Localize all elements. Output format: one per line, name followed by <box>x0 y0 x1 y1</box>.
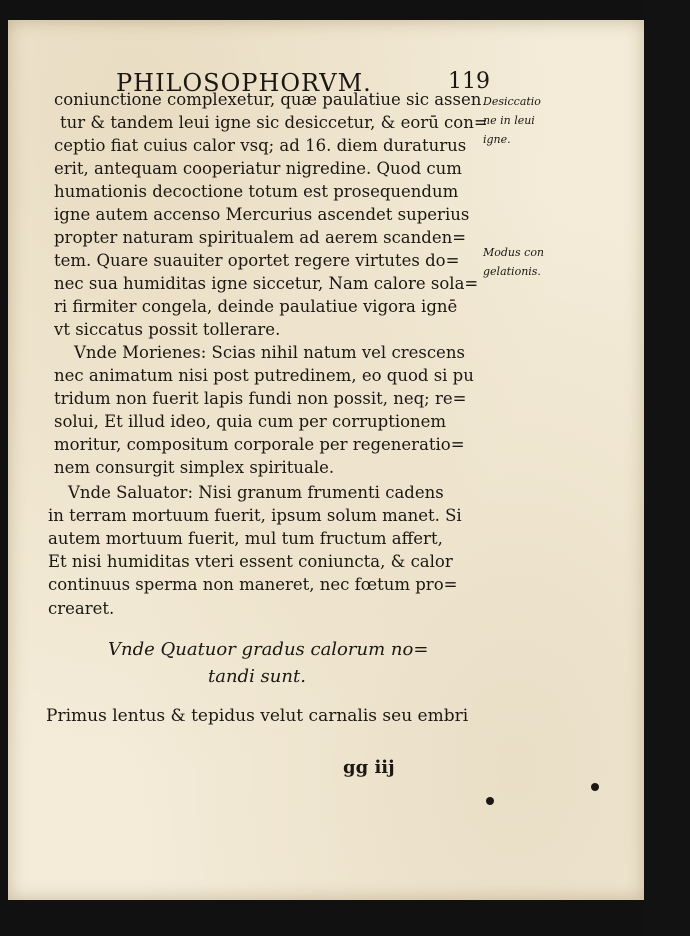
ink-dot <box>486 797 494 805</box>
text-line: Vnde Saluator: Nisi granum frumenti cadens <box>68 483 444 502</box>
running-head: PHILOSOPHORVM. <box>116 69 372 97</box>
text-line: Vnde Morienes: Scias nihil natum vel crescens <box>74 343 465 362</box>
text-line: moritur, compositum corporale per regeneratio= <box>54 435 465 454</box>
scan-background-edge <box>644 0 690 936</box>
text-line: igne autem accenso Mercurius ascendet superius <box>54 205 470 224</box>
text-line: Et nisi humiditas vteri essent coniuncta, & calor <box>48 552 453 571</box>
text-line: humationis decoctione totum est prosequendum <box>54 182 459 201</box>
page-number: 119 <box>448 69 490 94</box>
text-line: nec sua humiditas igne siccetur, Nam calore sola= <box>54 274 479 293</box>
margin-note: Modus con <box>483 246 545 259</box>
signature-mark: gg iij <box>343 757 395 778</box>
text-line: solui, Et illud ideo, quia cum per corruptionem <box>54 412 447 431</box>
text-line: nec animatum nisi post putredinem, eo quod si pu <box>54 366 474 385</box>
text-line: continuus sperma non maneret, nec fœtum pro= <box>48 575 458 594</box>
text-line: ri firmiter congela, deinde paulatiue vigora ignē <box>54 297 458 316</box>
text-line: coniunctione complexetur, quæ paulatiue sic assen <box>54 90 482 109</box>
text-line: tur & tandem leui igne sic desiccetur, & eorū con= <box>60 113 488 132</box>
text-line: vt siccatus possit tollerare. <box>54 320 281 339</box>
margin-note: igne. <box>483 133 511 146</box>
ink-dot <box>591 783 599 791</box>
text-line: tridum non fuerit lapis fundi non possit, neq; re= <box>54 389 467 408</box>
text-line: nem consurgit simplex spirituale. <box>54 458 335 477</box>
italic-heading-line: tandi sunt. <box>208 666 306 687</box>
text-line: erit, antequam cooperiatur nigredine. Quod cum <box>54 159 462 178</box>
text-line: Primus lentus & tepidus velut carnalis seu embri <box>46 706 469 726</box>
text-line: ceptio fiat cuius calor vsq; ad 16. diem duraturus <box>54 136 467 155</box>
text-line: crearet. <box>48 599 115 618</box>
text-line: tem. Quare suauiter oportet regere virtutes do= <box>54 251 460 270</box>
margin-note: ne in leui <box>483 114 535 127</box>
text-line: propter naturam spiritualem ad aerem scanden= <box>54 228 467 247</box>
text-line: in terram mortuum fuerit, ipsum solum manet. Si <box>48 506 462 525</box>
italic-heading-line: Vnde Quatuor gradus calorum no= <box>108 639 429 660</box>
text-line: autem mortuum fuerit, mul tum fructum affert, <box>48 529 443 548</box>
margin-note: Desiccatio <box>483 95 541 108</box>
book-page <box>8 20 644 900</box>
margin-note: gelationis. <box>483 265 541 278</box>
